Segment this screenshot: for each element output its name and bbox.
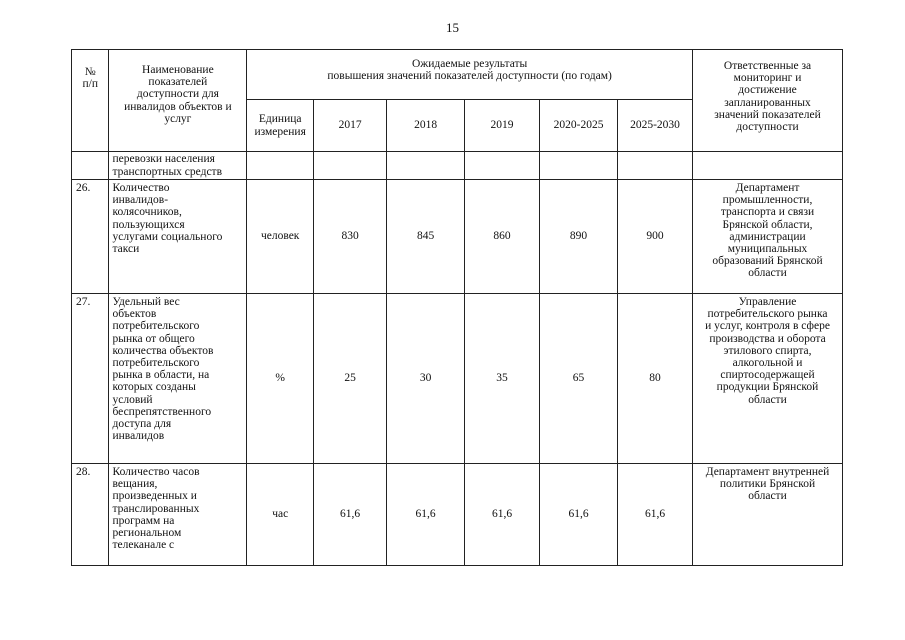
table-row [72, 152, 843, 180]
row-unit: человек [247, 180, 314, 294]
row-value: 890 [540, 180, 618, 294]
table-row [72, 180, 843, 294]
row-responsible [693, 152, 843, 180]
page-number: 15 [446, 20, 459, 35]
header-year: 2025-2030 [618, 100, 693, 152]
row-num: 28. [72, 464, 109, 566]
indicators-table [71, 49, 843, 566]
row-responsible: Управление потребительского рынка и услуг, контроля в сфере производства и оборота этилового спирта, алкогольной и спиртосодержащей продукции Брянской области [693, 294, 843, 464]
header-expected-results: Ожидаемые результаты повышения значений показателей доступности (по годам) [247, 50, 693, 100]
row-value [387, 152, 465, 180]
header-name: Наименование показателей доступности для инвалидов объектов и услуг [109, 50, 247, 152]
header-year: 2018 [387, 100, 465, 152]
row-unit: % [247, 294, 314, 464]
row-value: 830 [314, 180, 387, 294]
row-name: Удельный вес объектов потребительского рынка от общего количества объектов потребительского рынка в области, на которых созданы условий беспрепятственного доступа для инвалидов [109, 294, 247, 464]
row-value: 61,6 [314, 464, 387, 566]
row-value: 61,6 [540, 464, 618, 566]
row-unit: час [247, 464, 314, 566]
row-value [465, 152, 540, 180]
row-unit [247, 152, 314, 180]
row-value [540, 152, 618, 180]
row-value: 30 [387, 294, 465, 464]
row-value: 80 [618, 294, 693, 464]
table-row [72, 464, 843, 566]
row-num [72, 152, 109, 180]
header-unit: Единица измерения [247, 100, 314, 152]
row-value: 61,6 [387, 464, 465, 566]
row-responsible: Департамент внутренней политики Брянской области [693, 464, 843, 566]
header-responsible: Ответственные за мониторинг и достижение запланированных значений показателей доступности [693, 50, 843, 152]
row-name: Количество инвалидов- колясочников, пользующихся услугами социального такси [109, 180, 247, 294]
row-value [618, 152, 693, 180]
row-num: 27. [72, 294, 109, 464]
header-year: 2017 [314, 100, 387, 152]
header-year: 2020-2025 [540, 100, 618, 152]
row-value: 61,6 [465, 464, 540, 566]
row-name: Количество часов вещания, произведенных и транслированных программ на региональном телеканале с [109, 464, 247, 566]
header-year: 2019 [465, 100, 540, 152]
row-value: 845 [387, 180, 465, 294]
row-value [314, 152, 387, 180]
row-value: 25 [314, 294, 387, 464]
row-value: 860 [465, 180, 540, 294]
row-name: перевозки населения транспортных средств [109, 152, 247, 180]
row-value: 35 [465, 294, 540, 464]
row-value: 900 [618, 180, 693, 294]
row-value: 61,6 [618, 464, 693, 566]
table-row [72, 294, 843, 464]
header-num: № п/п [72, 50, 109, 152]
row-value: 65 [540, 294, 618, 464]
row-num: 26. [72, 180, 109, 294]
row-responsible: Департамент промышленности, транспорта и связи Брянской области, администрации муниципальных образований Брянской области [693, 180, 843, 294]
